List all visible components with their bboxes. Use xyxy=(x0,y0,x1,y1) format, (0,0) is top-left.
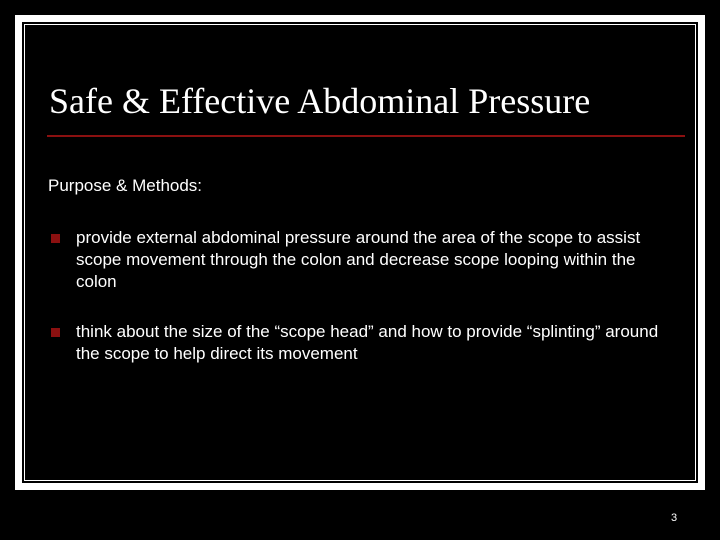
page-number: 3 xyxy=(670,512,678,524)
slide-title: Safe & Effective Abdominal Pressure xyxy=(49,81,591,121)
square-bullet-icon xyxy=(51,328,60,337)
bullet-text: think about the size of the “scope head” and how to provide “splinting” around the scope to help direct its movement xyxy=(76,322,659,363)
slide-subheading: Purpose & Methods: xyxy=(48,176,203,195)
bullet-text: provide external abdominal pressure around the area of the scope to assist scope movement through the colon and decrease scope looping within the colon xyxy=(76,228,641,291)
title-divider xyxy=(47,135,685,137)
square-bullet-icon xyxy=(51,234,60,243)
bullet-item xyxy=(48,321,688,365)
bullet-item xyxy=(48,227,688,293)
